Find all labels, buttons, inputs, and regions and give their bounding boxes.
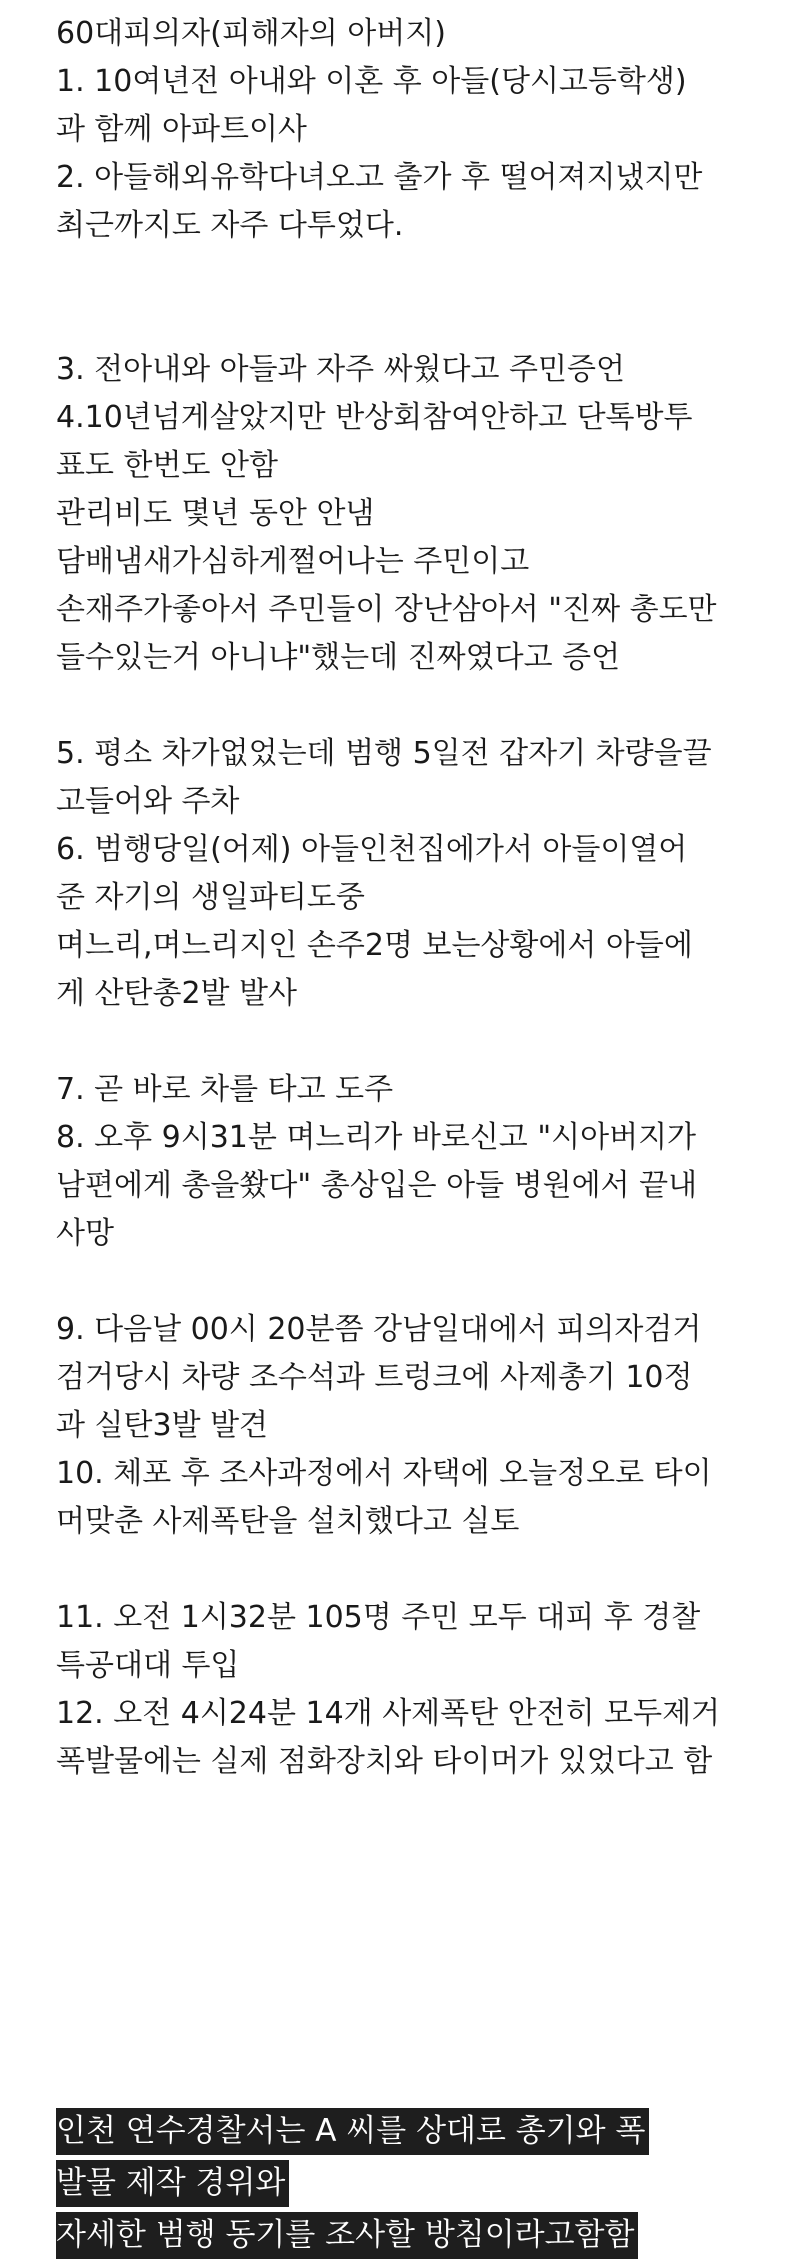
blank-line [56,1258,796,1306]
body-line: 들수있는거 아니냐"했는데 진짜였다고 증언 [56,640,621,675]
body-line: 10. 체포 후 조사과정에서 자택에 오늘정오로 타이 [56,1456,712,1491]
body-line: 남편에게 총을쐈다" 총상입은 아들 병원에서 끝내 [56,1168,698,1203]
body-line: 4.10년넘게살았지만 반상회참여안하고 단톡방투 [56,400,693,435]
highlighted-line: 자세한 범행 동기를 조사할 방침이라고함함 [56,2212,638,2259]
body-line: 준 자기의 생일파티도중 [56,880,365,915]
highlighted-summary [56,2108,796,2264]
article-body [56,10,796,1786]
body-line: 과 함께 아파트이사 [56,112,307,147]
body-line: 최근까지도 자주 다투었다. [56,208,404,243]
highlighted-line: 인천 연수경찰서는 A 씨를 상대로 총기와 폭 [56,2108,649,2155]
body-line: 12. 오전 4시24분 14개 사제폭탄 안전히 모두제거 [56,1696,721,1731]
body-line: 머맞춘 사제폭탄을 설치했다고 실토 [56,1504,520,1539]
body-line: 6. 범행당일(어제) 아들인천집에가서 아들이열어 [56,832,688,867]
body-line: 2. 아들해외유학다녀오고 출가 후 떨어져지냈지만 [56,160,703,195]
body-line: 사망 [56,1216,114,1251]
body-line: 손재주가좋아서 주민들이 장난삼아서 "진짜 총도만 [56,592,717,627]
body-line: 검거당시 차량 조수석과 트렁크에 사제총기 10정 [56,1360,693,1395]
body-line: 11. 오전 1시32분 105명 주민 모두 대피 후 경찰 [56,1600,701,1635]
body-line: 게 산탄총2발 발사 [56,976,298,1011]
body-line: 폭발물에는 실제 점화장치와 타이머가 있었다고 함 [56,1744,713,1779]
body-line: 담배냄새가심하게쩔어나는 주민이고 [56,544,530,579]
body-line: 며느리,며느리지인 손주2명 보는상황에서 아들에 [56,928,693,963]
body-line: 과 실탄3발 발견 [56,1408,269,1443]
blank-line [56,1018,796,1066]
body-line: 8. 오후 9시31분 며느리가 바로신고 "시아버지가 [56,1120,697,1155]
body-line: 3. 전아내와 아들과 자주 싸웠다고 주민증언 [56,352,625,387]
blank-line [56,298,796,346]
blank-line [56,1546,796,1594]
body-line: 관리비도 몇년 동안 안냄 [56,496,375,531]
highlighted-line: 발물 제작 경위와 [56,2160,289,2207]
body-line: 특공대대 투입 [56,1648,240,1683]
blank-line [56,250,796,298]
body-line: 1. 10여년전 아내와 이혼 후 아들(당시고등학생) [56,64,687,99]
body-line: 표도 한번도 안함 [56,448,278,483]
body-line: 60대피의자(피해자의 아버지) [56,16,446,51]
blank-line [56,682,796,730]
body-line: 고들어와 주차 [56,784,240,819]
body-line: 9. 다음날 00시 20분쯤 강남일대에서 피의자검거 [56,1312,702,1347]
body-line: 5. 평소 차가없었는데 범행 5일전 갑자기 차량을끌 [56,736,712,771]
body-line: 7. 곧 바로 차를 타고 도주 [56,1072,394,1107]
